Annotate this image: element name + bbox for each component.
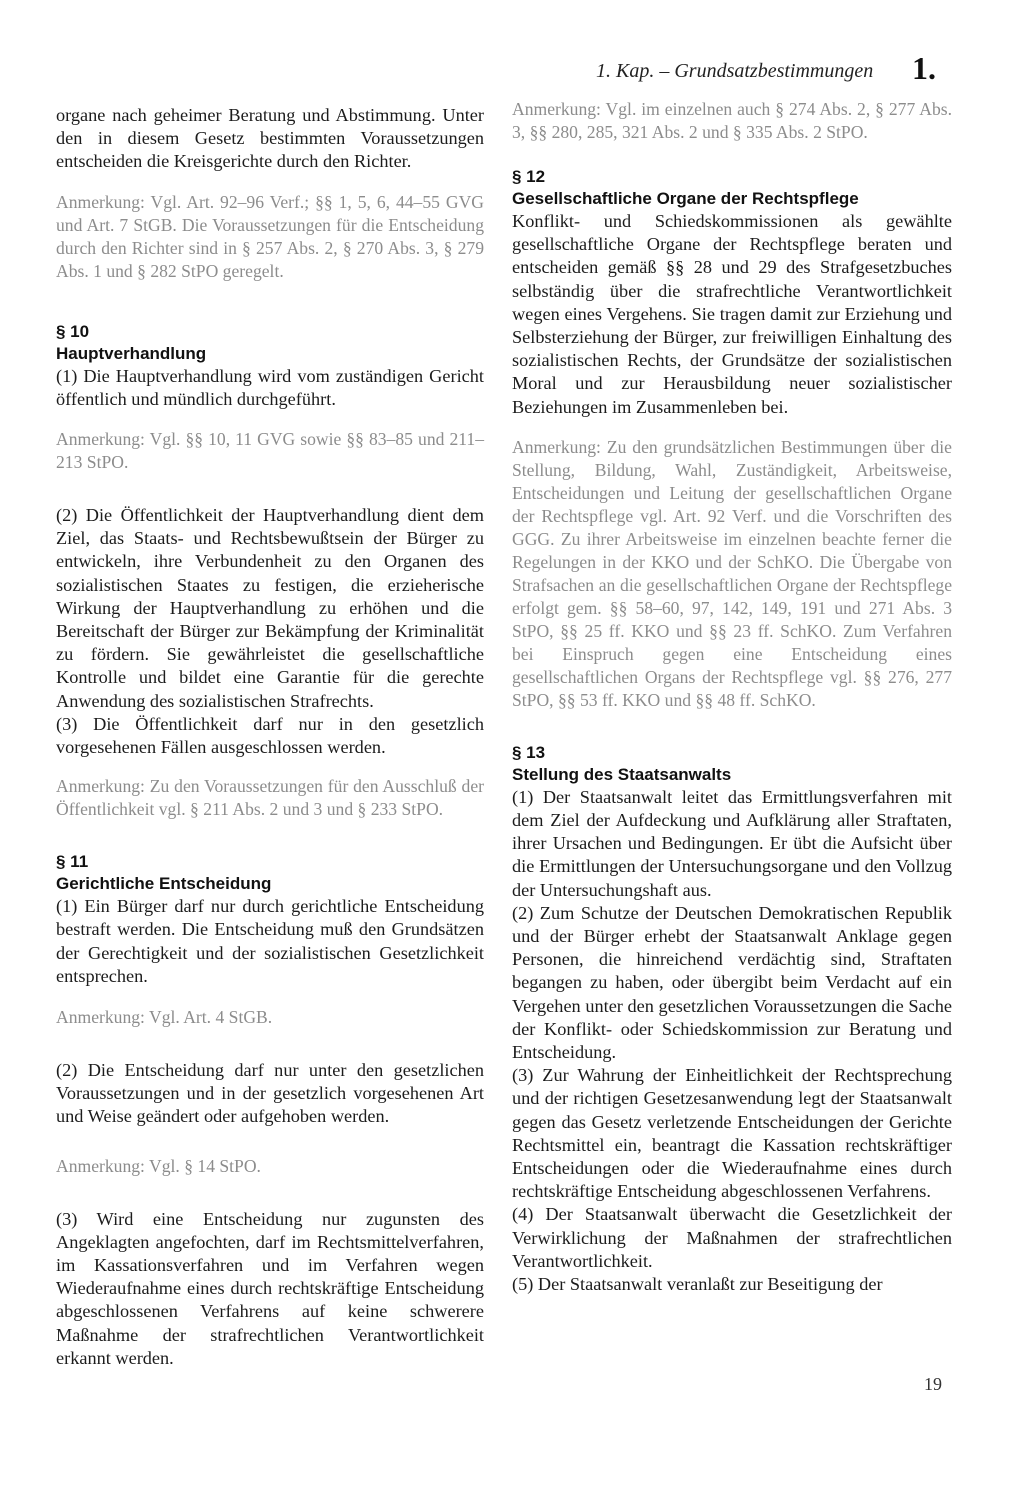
section-12-paragraph-1: Konflikt- und Schiedskommissionen als gewählte gesellschaftliche Organe der Rechtspflege beraten und entscheiden gemäß §§ 28 und 29 des Strafgesetzbuches selbständig über die strafrechtliche Verantwortlichkeit wegen eines Vergehens. Sie tragen damit zur Erziehung und Selbsterziehung der Bürger, zur freiwilligen Einhaltung des sozialistischen Rechts, der Grundsätze der sozialistischen Moral und zur Herausbildung neuer sozialistischer Beziehungen im Zusammenleben bei.	[512, 211, 952, 417]
note-continued: Anmerkung: Vgl. im einzelnen auch § 274 Abs. 2, § 277 Abs. 3, §§ 280, 285, 321 Abs. 2 und § 335 Abs. 2 StPO.	[512, 99, 952, 142]
section-13-title: Stellung des Staatsanwalts	[512, 764, 732, 784]
section-13-paragraph-5: (5) Der Staatsanwalt veranlaßt zur Beseitigung der	[512, 1274, 883, 1295]
section-11-number: § 11	[56, 852, 89, 872]
left-column	[56, 104, 484, 1370]
running-header-title: 1. Kap. – Grundsatzbestimmungen	[596, 60, 874, 82]
section-11-note-2: Anmerkung: Vgl. § 14 StPO.	[56, 1155, 261, 1176]
section-10-note-1: Anmerkung: Vgl. §§ 10, 11 GVG sowie §§ 83–85 und 211–213 StPO.	[56, 429, 484, 473]
section-13-paragraph-2: (2) Zum Schutze der Deutschen Demokratischen Republik und der Bürger erhebt der Staatsanwalt Anklage gegen Personen, die hinreichend verdächtig sind, Straftaten begangen zu haben, oder übergibt beim Verdacht auf ein Vergehen unter den gesetzlichen Voraussetzungen die Sache der Konflikt- oder Schiedskommission zur Beratung und Entscheidung.	[512, 902, 952, 1063]
right-column	[512, 98, 952, 1296]
note-section-9: Anmerkung: Vgl. Art. 92–96 Verf.; §§ 1, 5, 6, 44–55 GVG und Art. 7 StGB. Die Voraussetzungen für die Entscheidung durch den Richter sind in § 257 Abs. 2, § 270 Abs. 3, § 279 Abs. 1 und § 282 StPO geregelt.	[56, 191, 484, 281]
section-11-note-1: Anmerkung: Vgl. Art. 4 StGB.	[56, 1007, 273, 1028]
section-11-title: Gerichtliche Entscheidung	[56, 874, 272, 894]
section-13-paragraph-4: (4) Der Staatsanwalt überwacht die Gesetzlichkeit der Verwirklichung der Maßnahmen der strafrechtlichen Verantwortlichkeit.	[512, 1204, 952, 1271]
section-12-note: Anmerkung: Zu den grundsätzlichen Bestimmungen über die Stellung, Bildung, Wahl, Zuständigkeit, Arbeitsweise, Entscheidungen und Leitung der gesellschaftlichen Organe der Rechtspflege vgl. Art. 92 Verf. und die Vorschriften des GGG. Zu ihrer Arbeitsweise im einzelnen beachte ferner die Regelungen in der KKO und der SchKO. Die Übergabe von Strafsachen an die gesellschaftlichen Organe der Rechtspflege erfolgt gem. §§ 58–60, 97, 142, 149, 191 und 271 Abs. 3 StPO, §§ 25 ff. KKO und §§ 23 ff. SchKO. Zum Verfahren bei Einspruch gegen eine Entscheidung eines gesellschaftlichen Organs der Rechtspflege vgl. §§ 276, 277 StPO, §§ 53 ff. KKO und §§ 48 ff. SchKO.	[512, 436, 952, 710]
section-10-title: Hauptverhandlung	[56, 343, 207, 363]
chapter-number: 1.	[912, 50, 936, 86]
section-10-note-2: Anmerkung: Zu den Voraussetzungen für den Ausschluß der Öffentlichkeit vgl. § 211 Abs. 2 und 3 und § 233 StPO.	[56, 776, 484, 820]
section-11-paragraph-2: (2) Die Entscheidung darf nur unter den gesetzlichen Voraussetzungen und in der gesetzlich vorgesehenen Art und Weise geändert oder aufgehoben werden.	[56, 1060, 484, 1127]
section-11-paragraph-3: (3) Wird eine Entscheidung nur zugunsten des Angeklagten angefochten, darf im Rechtsmittelverfahren, im Kassationsverfahren und im Verfahren wegen Wiederaufnahme eines durch rechtskräftige Entscheidung abgeschlossenen Verfahrens auf keine schwerere Maßnahme der strafrechtlichen Verantwortlichkeit erkannt werden.	[56, 1208, 484, 1368]
section-13-paragraph-3: (3) Zur Wahrung der Einheitlichkeit der Rechtsprechung und der richtigen Gesetzesanwendung legt der Staatsanwalt gegen das Gesetz verletzende Entscheidungen der Gerichte Rechtsmittel ein, beantragt die Kassation rechtskräftiger Entscheidungen oder die Wiederaufnahme eines durch rechtskräftige Entscheidung abgeschlossenen Verfahrens.	[512, 1065, 952, 1202]
section-12-number: § 12	[512, 167, 546, 186]
paragraph-intro: organe nach geheimer Beratung und Abstimmung. Unter den in diesem Gesetz bestimmten Voraussetzungen entscheiden die Kreisgerichte durch den Richter.	[56, 105, 484, 172]
section-10-number: § 10	[56, 321, 90, 341]
section-10-paragraph-3: (3) Die Öffentlichkeit darf nur in den gesetzlich vorgesehenen Fällen ausgeschlossen werden.	[56, 713, 484, 758]
section-13-number: § 13	[512, 742, 546, 762]
section-13-paragraph-1: (1) Der Staatsanwalt leitet das Ermittlungsverfahren mit dem Ziel der Aufdeckung und Aufklärung aller Straftaten, ihrer Ursachen und Bedingungen. Er übt die Aufsicht über die Ermittlungen der Untersuchungsorgane und den Vollzug der Untersuchungshaft aus.	[512, 786, 952, 900]
section-10-paragraph-1: (1) Die Hauptverhandlung wird vom zuständigen Gericht öffentlich und mündlich durchgeführt.	[56, 365, 484, 409]
section-12-title: Gesellschaftliche Organe der Rechtspflege	[512, 189, 859, 208]
section-10-paragraph-2: (2) Die Öffentlichkeit der Hauptverhandlung dient dem Ziel, das Staats- und Rechtsbewußtsein der Bürger zu entwickeln, ihre Verbundenheit zu den Organen des sozialistischen Staates zu festigen, die erzieherische Wirkung der Hauptverhandlung zu erhöhen und die Bereitschaft der Bürger zur Bekämpfung der Kriminalität zu fördern. Sie gewährleistet die gesellschaftliche Kontrolle und bildet eine Garantie für die gerechte Anwendung des sozialistischen Strafrechts.	[56, 505, 484, 711]
section-11-paragraph-1: (1) Ein Bürger darf nur durch gerichtliche Entscheidung bestraft werden. Die Entscheidung muß den Grundsätzen der Gerechtigkeit und der sozialistischen Gesetzlichkeit entsprechen.	[56, 896, 484, 986]
page-number: 19	[924, 1374, 942, 1394]
